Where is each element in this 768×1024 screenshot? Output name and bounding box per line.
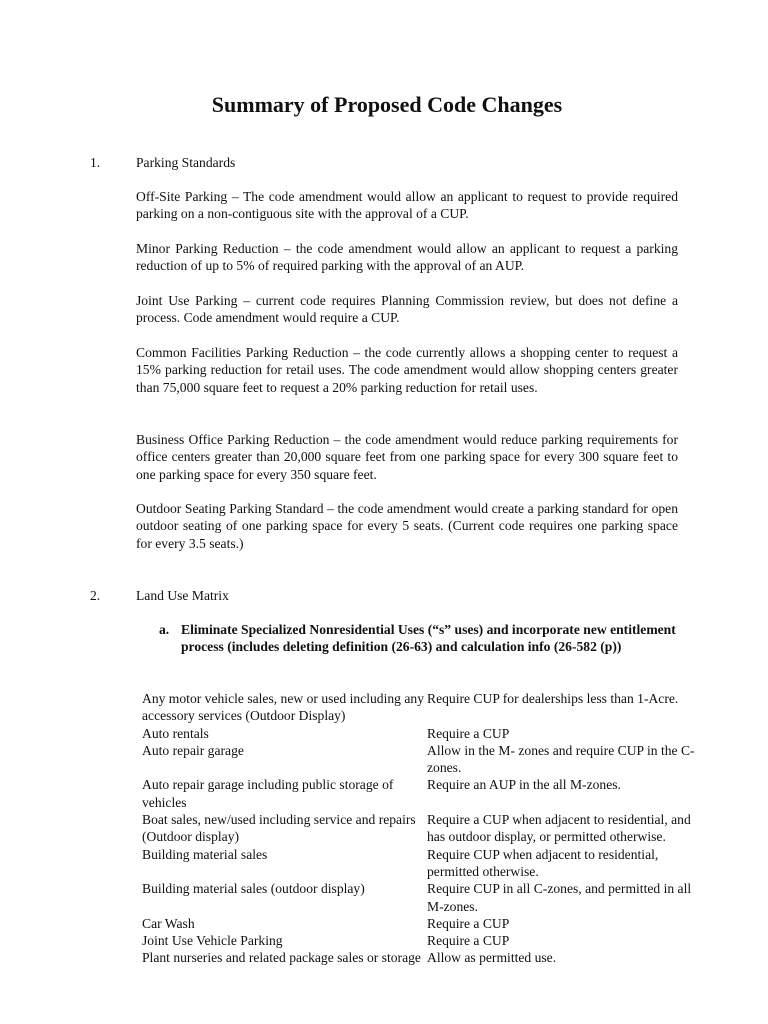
matrix-row xyxy=(142,915,712,932)
land-use-matrix xyxy=(142,690,712,967)
matrix-row xyxy=(142,690,712,725)
requirement-cell: Require CUP in all C-zones, and permitted in all M-zones. xyxy=(427,881,692,914)
requirement-cell: Require a CUP when adjacent to residential, and has outdoor display, or permitted otherwise. xyxy=(427,812,691,845)
use-cell: Building material sales (outdoor display) xyxy=(142,881,365,897)
matrix-row xyxy=(142,949,712,966)
requirement-cell: Allow as permitted use. xyxy=(427,950,557,966)
use-cell: Boat sales, new/used including service and repairs (Outdoor display) xyxy=(142,812,416,845)
paragraph-joint-use-parking: Joint Use Parking – current code requires Planning Commission review, but does not define a process. Code amendment would require a CUP. xyxy=(136,293,678,326)
section-1-heading: Parking Standards xyxy=(136,155,236,170)
use-cell: Car Wash xyxy=(142,915,195,931)
use-cell: Auto rentals xyxy=(142,725,209,741)
requirement-cell: Require a CUP xyxy=(427,725,510,741)
matrix-row xyxy=(142,742,712,777)
paragraph-minor-parking-reduction: Minor Parking Reduction – the code amendment would allow an applicant to request a parking reduction of up to 5% of required parking with the approval of an AUP. xyxy=(136,241,678,274)
paragraph-business-office: Business Office Parking Reduction – the code amendment would reduce parking requirements for office centers greater than 20,000 square feet from one parking space for every 300 square feet to one parking space for every 350 square feet. xyxy=(136,432,678,482)
use-cell: Auto repair garage xyxy=(142,742,244,758)
page-title: Summary of Proposed Code Changes xyxy=(211,92,563,117)
matrix-row xyxy=(142,811,712,846)
use-cell: Building material sales xyxy=(142,846,268,862)
matrix-row xyxy=(142,880,712,915)
requirement-cell: Require CUP when adjacent to residential, permitted otherwise. xyxy=(427,846,659,879)
use-cell: Any motor vehicle sales, new or used including any accessory services (Outdoor Display) xyxy=(142,691,425,724)
use-cell: Plant nurseries and related package sales or storage xyxy=(142,950,421,966)
section-2-number: 2. xyxy=(90,588,101,603)
use-cell: Auto repair garage including public storage of vehicles xyxy=(142,777,394,810)
subsection-a-letter: a. xyxy=(159,622,170,637)
requirement-cell: Allow in the M- zones and require CUP in the C-zones. xyxy=(427,742,695,776)
use-cell: Joint Use Vehicle Parking xyxy=(142,933,283,949)
matrix-row xyxy=(142,846,712,881)
paragraph-outdoor-seating: Outdoor Seating Parking Standard – the code amendment would create a parking standard for open outdoor seating of one parking space for every 5 seats. (Current code requires one parking space for every 3.5 seats.) xyxy=(136,501,678,551)
matrix-row xyxy=(142,776,712,811)
requirement-cell: Require a CUP xyxy=(427,915,510,931)
paragraph-common-facilities: Common Facilities Parking Reduction – the code currently allows a shopping center to request a 15% parking reduction for retail uses. The code amendment would allow shopping centers greater than 75,000 square feet to request a 20% parking reduction for retail uses. xyxy=(136,345,678,395)
requirement-cell: Require an AUP in the all M-zones. xyxy=(427,777,621,793)
matrix-row xyxy=(142,932,712,949)
subsection-a-text: Eliminate Specialized Nonresidential Uses (“s” uses) and incorporate new entitlement process (includes deleting definition (26-63) and calculation info (26-582 (p)) xyxy=(181,622,676,655)
requirement-cell: Require CUP for dealerships less than 1-Acre. xyxy=(427,691,679,706)
section-2-heading: Land Use Matrix xyxy=(136,588,229,603)
section-1-number: 1. xyxy=(90,155,101,170)
requirement-cell: Require a CUP xyxy=(427,933,510,949)
matrix-row xyxy=(142,725,712,742)
paragraph-off-site-parking: Off-Site Parking – The code amendment would allow an applicant to request to provide required parking on a non-contiguous site with the approval of a CUP. xyxy=(136,189,678,222)
